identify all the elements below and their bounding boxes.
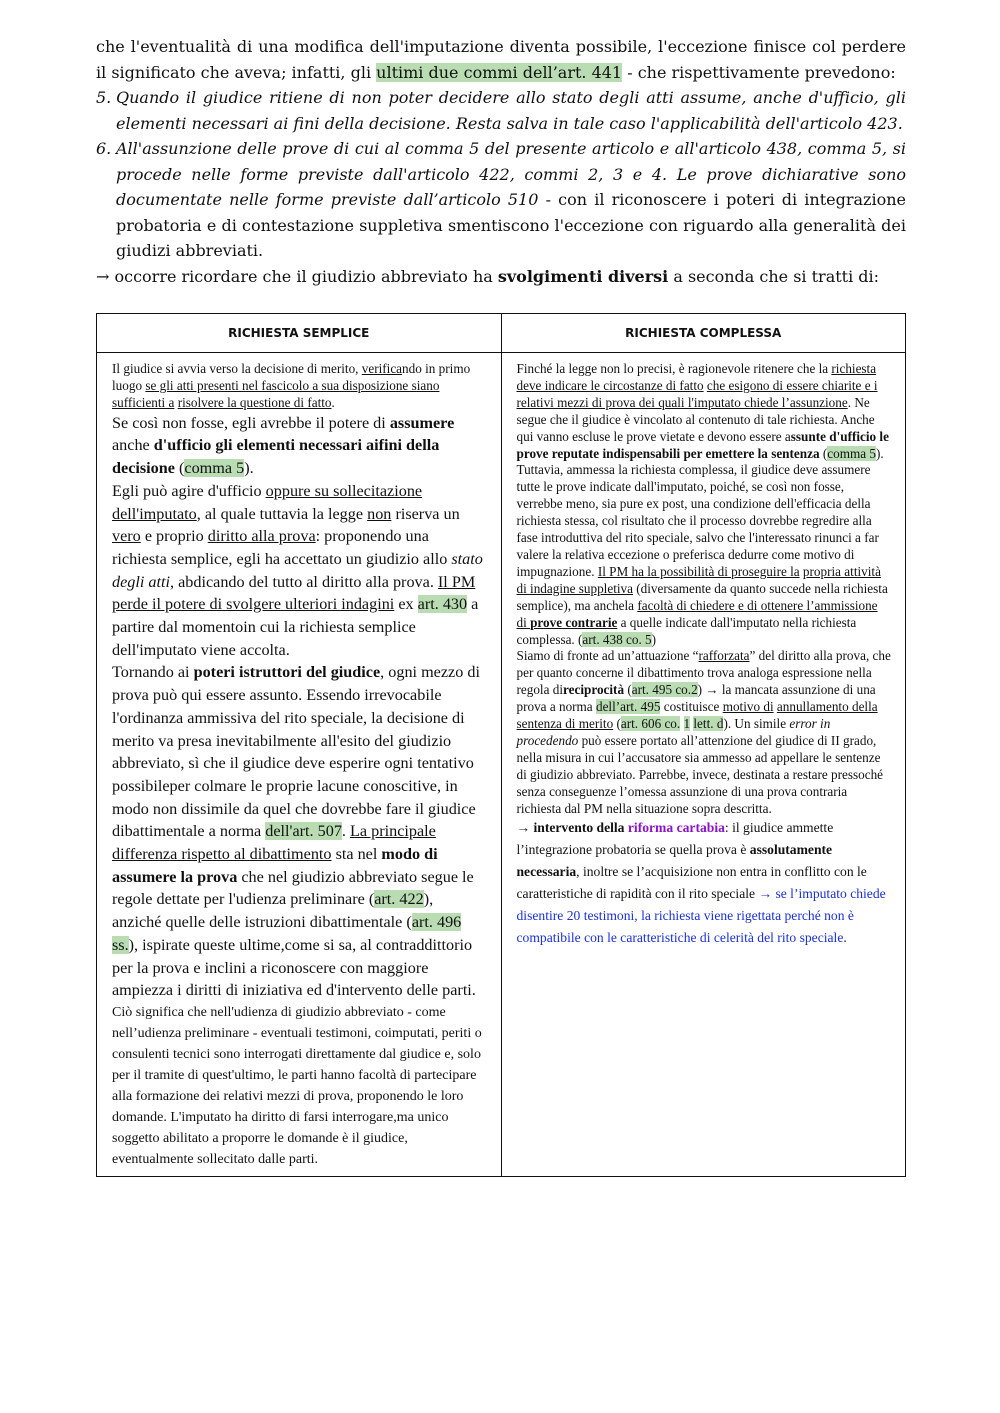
bold-text: assolutamente necessaria — [516, 842, 833, 880]
text: : il giudice ammette l’integrazione probatoria se quella prova è — [516, 820, 834, 858]
underlined-text: non — [367, 504, 392, 523]
underlined-text: motivo di — [722, 699, 774, 715]
underlined-text: richiesta deve indicare le circostanze di fatto — [516, 361, 877, 393]
list-number: 6. — [96, 139, 112, 158]
text: . — [341, 822, 351, 841]
highlighted-reference: art. 430 — [417, 595, 468, 614]
bold-text: modo di assumere la prova — [112, 845, 438, 886]
list-item-text: Quando il giudice ritiene di non poter decidere allo stato degli atti assume, anche d'ufficio, gli elementi necessari ai fini della decisione. Resta salva in tale caso l'applicabilità dell'articolo 423. — [116, 88, 906, 133]
text: ). Un simile — [723, 716, 790, 732]
arrow-bold: svolgimenti diversi — [497, 266, 669, 286]
cartabia-note — [517, 817, 892, 949]
text: , abdicando del tutto al diritto alla prova. — [170, 572, 438, 591]
underlined-text: differenza rispetto al dibattimento — [112, 845, 332, 864]
text: a quelle indicate dall'imputato nella richiesta complessa. ( — [516, 614, 857, 647]
text-block — [517, 361, 892, 817]
list-item-comma-6 — [96, 136, 906, 264]
underlined-text: La principale — [350, 822, 436, 841]
bold-text: d'ufficio gli elementi necessari aifini della decisione — [112, 436, 440, 478]
text: , inoltre se l’acquisizione non entra in conflitto con le caratteristiche di rapidità con il rito speciale — [516, 864, 867, 902]
text: ) — [651, 631, 657, 647]
text: ” del diritto alla prova, che per quanto concerne il dibattimento trova analoga espressione nella regola di — [516, 648, 891, 698]
underlined-text: propria attività di indagine suppletiva — [516, 563, 881, 596]
text: ) → la mancata assunzione di una prova a norma — [516, 682, 876, 715]
table-row — [97, 353, 906, 1177]
text: (diversamente da quanto succede nella richiesta semplice), ma anchela — [516, 580, 888, 613]
text — [680, 716, 683, 731]
text: ( — [174, 459, 185, 478]
highlighted-reference: art. 606 co. — [620, 716, 681, 732]
text: ndo in primo luogo — [112, 361, 471, 393]
text: ( — [613, 716, 621, 732]
text: anche — [112, 436, 154, 455]
text: . Ne segue che il giudice è vincolato al contenuto di tale richiesta. Anche qui vanno escluse le prove vietate e devono essere a — [516, 394, 875, 444]
bold-underlined-text: prove contrarie — [530, 614, 618, 630]
highlighted-reference: art. 496 ss. — [112, 913, 462, 954]
highlighted-reference: 1 — [683, 716, 691, 732]
underlined-text: se gli atti presenti nel fascicolo a sua disposizione siano sufficienti a — [112, 377, 440, 410]
text: ), ispirate queste ultime,come si sa, al contraddittorio per la prova e inclini a riconoscere con maggiore ampiezza i diritti di iniziativa ed d'intervento delle parti. — [112, 935, 476, 1000]
italic-text: stato degli atti — [112, 549, 483, 591]
intro-text-tail: - che rispettivamente prevedono: — [622, 62, 896, 82]
blue-text: → se l’imputato chiede disentire 20 testimoni, la richiesta viene rigettata perché non è compatibile con le caratteristiche di celerità del rito speciale — [516, 886, 886, 946]
underlined-text: diritto alla prova — [207, 527, 316, 546]
underlined-text: Il PM ha la possibilità di proseguire la — [597, 563, 800, 579]
text: riserva un — [391, 504, 460, 523]
document-body — [96, 34, 906, 289]
text: Il giudice si avvia verso la decisione di merito, — [112, 361, 362, 376]
text: Tornando ai — [112, 663, 194, 682]
highlighted-reference: art. 495 co.2 — [631, 682, 698, 698]
text: , al quale tuttavia la legge — [196, 504, 368, 523]
underlined-text: annullamento della sentenza di merito — [516, 699, 878, 732]
underlined-text: vero — [112, 527, 141, 546]
arrow-note — [96, 264, 906, 290]
list-number: 5. — [96, 88, 112, 107]
text-block — [112, 361, 487, 412]
highlighted-reference: ultimi due commi dell’art. 441 — [376, 62, 623, 82]
highlighted-reference: dell'art. 507 — [265, 822, 342, 841]
list-item-comma-5 — [96, 85, 906, 136]
list-item-tail: - con il riconoscere i poteri di integrazione probatoria e di contestazione suppletiva smentiscono l'eccezione con riguardo alla generalità dei giudizi abbreviati. — [116, 190, 907, 260]
underlined-text: facoltà di chiedere e di ottenere l’ammissione di — [516, 597, 878, 630]
table-header-row — [97, 314, 906, 353]
text: che nel giudizio abbreviato segue le regole dettate per l'udienza preliminare ( — [112, 867, 474, 909]
text: ), anziché quelle delle istruzioni dibattimentale ( — [112, 890, 434, 932]
text: Se così non fosse, egli avrebbe il potere di — [112, 413, 390, 432]
underlined-text: Il PM perde il potere di svolgere ulteriori indagini — [112, 572, 476, 614]
bold-text: assumere — [389, 413, 455, 432]
underlined-text: che esigono di essere chiarite e i relativi mezzi di prova dei quali l'imputato chiede l’assunzione — [516, 377, 878, 410]
highlighted-reference: art. 438 co. 5 — [582, 631, 652, 647]
text: sta nel — [331, 845, 382, 864]
comparison-table — [96, 313, 906, 1177]
text: : proponendo una richiesta semplice, egli ha accettato un giudizio allo — [112, 527, 452, 568]
text: ( — [624, 682, 632, 698]
text: ). Tuttavia, ammessa la richiesta complessa, il giudice deve assumere tutte le prove indicate dall'imputato, poiché, se così non fosse, verrebbe meno, sia pure ex post, una condizione dell'efficacia della richiesta stessa, col risultato che il processo dovrebbe regredire alla fase introduttiva del rito speciale, salvo che l'interessato rinunci a far valere la relativa eccezione o preferisca dedurre come motivo di impugnazione. — [516, 445, 884, 579]
highlighted-reference: comma 5 — [184, 459, 245, 478]
bold-text: ssunte d'ufficio le prove reputate indispensabili per emettere la sentenza — [516, 428, 889, 461]
text: Egli può agire d'ufficio — [112, 481, 266, 500]
list-item-text: All'assunzione delle prove di cui al comma 5 del presente articolo e all'articolo 438, comma 5, si procede nelle forme previste dall'articolo 422, commi 2, 3 e 4. Le prove dichiarative sono documentate nelle forme previste dall’articolo 510 — [116, 139, 906, 209]
highlighted-reference: lett. d — [693, 716, 724, 732]
text-block — [112, 412, 487, 1002]
header-richiesta-semplice: RICHIESTA SEMPLICE — [97, 314, 502, 353]
text: . — [843, 930, 847, 946]
text: ). — [244, 459, 254, 478]
header-richiesta-complessa: RICHIESTA COMPLESSA — [501, 314, 906, 353]
text: costituisce — [660, 699, 723, 715]
text-block: Ciò significa che nell'udienza di giudizio abbreviato - come nell’udienza preliminare - eventuali testimoni, coimputati, periti o consulenti tecnici sono interrogati direttamente dal giudice e, solo per il tramite di quest'ultimo, le parti hanno facoltà di partecipare alla formazione dei relativi mezzi di prova, proponendo le loro domande. L'imputato ha diritto di farsi interrogare,ma unico soggetto abilitato a proporre le domande è il giudice, eventualmente sollecitato dalle parti. — [112, 1005, 482, 1167]
underlined-text: oppure su sollecitazione dell'imputato — [112, 481, 423, 523]
cell-richiesta-complessa — [501, 353, 906, 1177]
text: ( — [819, 445, 828, 461]
highlighted-reference: dell’art. 495 — [595, 699, 661, 715]
underlined-text: verifica — [361, 361, 403, 376]
arrow-text: → occorre ricordare che il giudizio abbreviato ha — [96, 266, 498, 286]
underlined-text: risolvere la questione di fatto — [177, 394, 332, 410]
bold-text: → intervento della — [516, 820, 628, 836]
italic-text: error in procedendo — [516, 716, 831, 748]
text: può essere portato all’attenzione del giudice di II grado, nella misura in cui l’accusatore sia ammesso ad appellare le sentenze di giudizio abbreviato. Parrebbe, invece, destinata a restare pressoché senza conseguenze l’omessa assunzione di una prova contraria richiesta dal PM nella situazione sopra descritta. — [516, 732, 884, 816]
text: Siamo di fronte ad un’attuazione “ — [516, 648, 699, 664]
text: , ogni mezzo di prova può qui essere assunto. Essendo irrevocabile l'ordinanza ammissiva del rito speciale, la decisione di merito va presa inevitabilmente all'esito del giudizio abbreviato, sì che il giudice deve esperire ogni tentativo possibileper colmare le proprie lacune conoscitive, in modo non dissimile da quel che dovrebbe fare il giudice dibattimentale a norma — [112, 663, 480, 841]
text: ex — [394, 595, 418, 614]
underlined-text: rafforzata — [698, 648, 750, 664]
text: e proprio — [140, 527, 208, 546]
purple-text: riforma cartabia — [627, 820, 725, 836]
intro-text: che l'eventualità di una modifica dell'imputazione diventa possibile, l'eccezione finisce col perdere il significato che aveva; infatti, gli — [96, 37, 906, 82]
intro-paragraph — [96, 34, 906, 85]
text: a partire dal momentoin cui la richiesta semplice dell'imputato viene accolta. — [112, 595, 479, 659]
highlighted-reference: art. 422 — [374, 890, 424, 909]
text: Finché la legge non lo precisi, è ragionevole ritenere che la — [516, 361, 832, 376]
bold-text: reciprocità — [563, 682, 625, 698]
bold-text: poteri istruttori del giudice — [193, 663, 381, 682]
cell-richiesta-semplice — [97, 353, 502, 1177]
arrow-text-tail: a seconda che si tratti di: — [668, 266, 880, 286]
highlighted-reference: comma 5 — [827, 445, 876, 461]
quoted-commi-list — [96, 85, 906, 264]
text: . — [331, 394, 335, 410]
